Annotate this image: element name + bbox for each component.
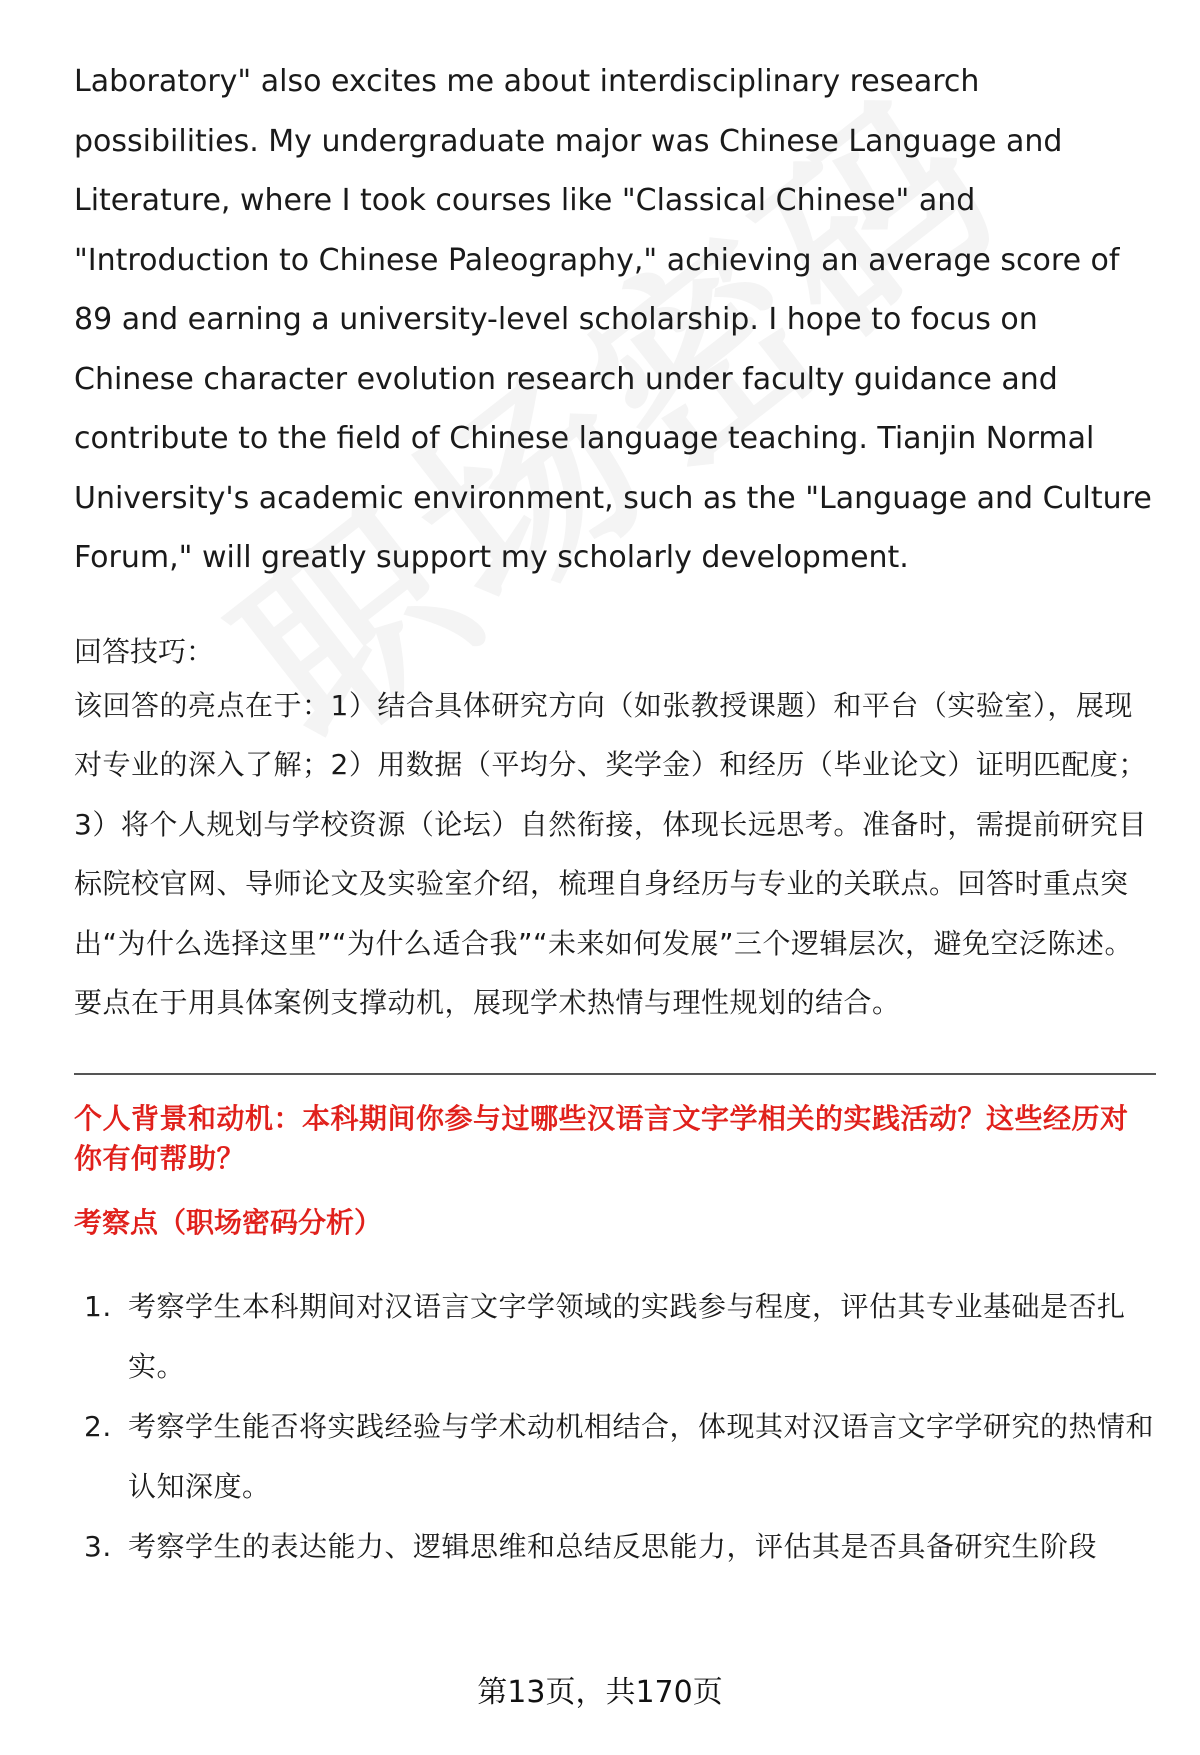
list-item-text: 考察学生本科期间对汉语言文字学领域的实践参与程度，评估其专业基础是否扎实。 [128,1289,1126,1383]
list-item-number: 2. [84,1409,112,1443]
assessment-points-list [74,1277,1154,1577]
list-item [74,1517,1154,1577]
tips-label: 回答技巧： [74,634,215,668]
english-paragraph: Laboratory" also excites me about interdisciplinary research possibilities. My undergraduate major was Chinese Language and Literature, where I took courses like "Classical Chinese" and "Introduction to Chinese Paleography," achieving an average score of 89 and earning a university-level scholarship. I hope to focus on Chinese character evolution research under faculty guidance and contribute to the field of Chinese language teaching. Tianjin Normal University's academic environment, such as the "Language and Culture Forum," will greatly support my scholarly development. [74,64,1152,575]
assessment-heading: 考察点（职场密码分析） [74,1205,383,1239]
list-item-number: 1. [84,1289,112,1323]
tips-text: 该回答的亮点在于：1）结合具体研究方向（如张教授课题）和平台（实验室），展现对专业的深入了解；2）用数据（平均分、奖学金）和经历（毕业论文）证明匹配度；3）将个人规划与学校资源（论坛）自然衔接，体现长远思考。准备时，需提前研究目标院校官网、导师论文及实验室介绍，梳理自身经历与专业的关联点。回答时重点突出“为什么选择这里”“为什么适合我”“未来如何发展”三个逻辑层次，避免空泛陈述。要点在于用具体案例支撑动机，展现学术热情与理性规划的结合。 [74,688,1147,1019]
list-item-text: 考察学生能否将实践经验与学术动机相结合，体现其对汉语言文字学研究的热情和认知深度。 [128,1409,1155,1503]
page-indicator: 第13页，共170页 [477,1675,723,1710]
section-divider [74,1073,1156,1075]
list-item [74,1277,1154,1397]
list-item-number: 3. [84,1529,112,1563]
list-item-text: 考察学生的表达能力、逻辑思维和总结反思能力，评估其是否具备研究生阶段 [128,1529,1098,1563]
question-title: 个人背景和动机：本科期间你参与过哪些汉语言文字学相关的实践活动？这些经历对你有何帮助？ [74,1101,1129,1175]
page-content [74,52,1154,1577]
list-item [74,1397,1154,1517]
